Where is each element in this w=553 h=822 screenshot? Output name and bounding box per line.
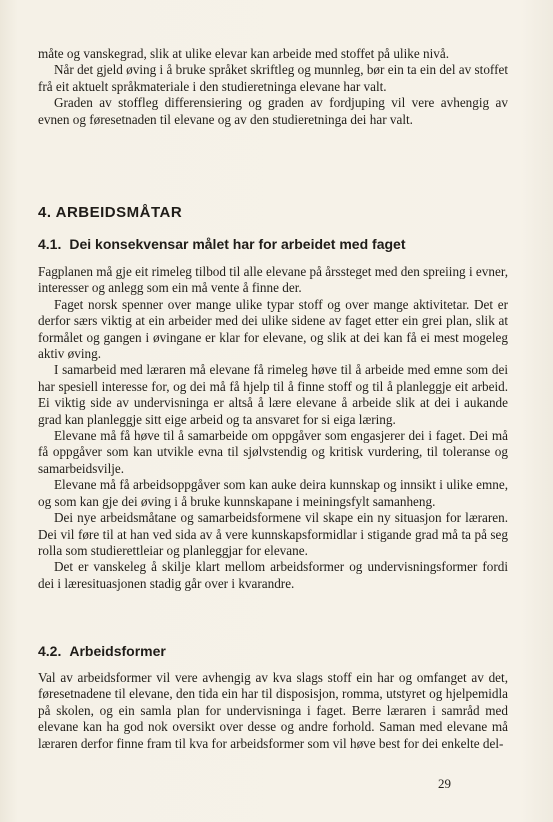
paragraph: Graden av stoffleg differensiering og graden av fordjuping vil vere avhengig av evnen og føresetnaden til elevane og av den studieretninga dei har valt. [38, 95, 508, 127]
section-heading-4-2 [38, 643, 166, 659]
section-number: 4.2. [38, 643, 62, 659]
section-4-1-body [38, 264, 508, 592]
paragraph: måte og vanskegrad, slik at ulike elevar kan arbeide med stoffet på ulike nivå. [38, 46, 449, 61]
section-number: 4.1. [38, 236, 62, 252]
paragraph: Det er vanskeleg å skilje klart mellom arbeidsformer og undervisningsformer fordi dei i læresituasjonen stadig går over i kvarandre. [38, 559, 508, 591]
section-heading-4-1 [38, 236, 405, 252]
top-text-block [38, 46, 508, 128]
page-number: 29 [438, 776, 451, 791]
paragraph: Faget norsk spenner over mange ulike typar stoff og over mange aktivitetar. Det er derfor særs viktig at ein arbeider med dei ulike sidene av faget etter ein grei plan, slik at formålet og gangen i øvingane er klar for elevane, og slik at dei kan få ei mest mogeleg aktiv øving. [38, 296, 508, 362]
section-4-2-body [38, 670, 508, 752]
section-title: Dei konsekvensar målet har for arbeidet med faget [69, 236, 406, 252]
paragraph: Elevane må få arbeidsoppgåver som kan auke deira kunnskap og innsikt i ulike emne, og som kan gje dei øving i å bruke kunnskapane i meiningsfylt samanheng. [38, 477, 508, 509]
paragraph: Når det gjeld øving i å bruke språket skriftleg og munnleg, bør ein ta ein del av stoffet frå eit aktuelt språkmateriale i den studieretninga elevane har valt. [38, 62, 508, 94]
paragraph: Val av arbeidsformer vil vere avhengig av kva slags stoff ein har og omfanget av det, føresetnadene til elevane, den tida ein har til disposisjon, romma, utstyret og hjelpemidla på skolen, og ein samla plan for undervisninga i faget. Berre læraren i samråd med elevane kan ha god nok oversikt over desse og andre forhold. Saman med elevane må læraren derfor finne fram til kva for arbeidsformer som vil høve best for dei enkelte del- [38, 670, 508, 751]
paragraph: I samarbeid med læraren må elevane få rimeleg høve til å arbeide med emne som dei har spesiell interesse for, og dei må få hjelp til å finne stoff og til å planleggje eit arbeid. Ei viktig side av undervisninga er altså å lære elevane å arbeide slik at dei i aukande grad kan planleggje sitt eige arbeid og ta ansvaret for si eiga læring. [38, 362, 508, 427]
chapter-heading: 4. ARBEIDSMÅTAR [38, 204, 183, 221]
section-title: Arbeidsformer [69, 643, 166, 659]
paragraph: Dei nye arbeidsmåtane og samarbeidsformene vil skape ein ny situasjon for læraren. Dei vil føre til at han ved sida av å vere kunnskapsformidlar i stigande grad må ta på seg rolla som studierettleiar og planleggjar for elevane. [38, 510, 508, 558]
paragraph: Elevane må få høve til å samarbeide om oppgåver som engasjerer dei i faget. Dei må få oppgåver som kan utvikle evna til sjølvstendig og kritisk vurdering, til toleranse og samarbeidsvilje. [38, 428, 508, 476]
paragraph: Fagplanen må gje eit rimeleg tilbod til alle elevane på årssteget med den spreiing i evner, interesser og anlegg som ein må vente å finne der. [38, 264, 508, 296]
